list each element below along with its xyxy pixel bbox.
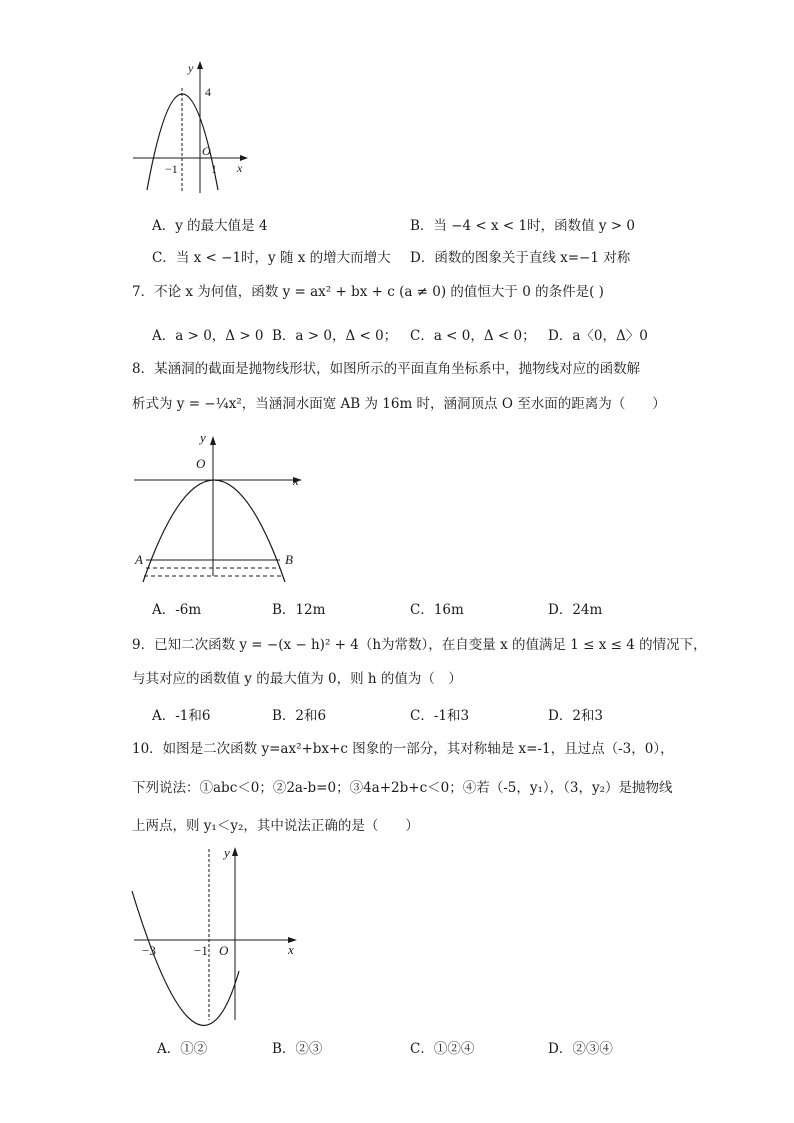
q8-stem-line2: 析式为 y = −¼x²，当涵洞水面宽 AB 为 16m 时，涵洞顶点 O 至水面的距离为（ ） (132, 396, 666, 412)
q10-option-d[interactable]: D．②③④ (548, 1041, 613, 1057)
q7-option-c[interactable]: C．a < 0，Δ < 0； (410, 328, 536, 344)
q10-option-c[interactable]: C．①②④ (410, 1041, 475, 1057)
q6-option-a[interactable]: A．y 的最大值是 4 (152, 218, 268, 234)
q9-option-c[interactable]: C．-1和3 (410, 708, 470, 724)
q8-option-b[interactable]: B．12m (272, 602, 326, 618)
q8-option-c[interactable]: C．16m (410, 602, 464, 618)
q9-option-d[interactable]: D．2和3 (548, 708, 604, 724)
fig6-y-label: y (188, 61, 194, 75)
fig10-neg1-label: −1 (194, 943, 208, 958)
q6-option-d[interactable]: D．函数的图象关于直线 x=−1 对称 (410, 250, 631, 266)
q7-option-a[interactable]: A．a > 0，Δ > 0 (152, 328, 264, 344)
q6-option-c[interactable]: C．当 x < −1时，y 随 x 的增大而增大 (152, 250, 391, 266)
fig8-a-label: A (135, 552, 143, 567)
fig8-x-label: x (293, 473, 299, 488)
q8-culvert-graph (130, 430, 310, 585)
q9-option-a[interactable]: A．-1和6 (152, 708, 211, 724)
fig10-neg3-label: −3 (142, 943, 156, 958)
q7-option-b[interactable]: B．a > 0，Δ < 0； (272, 328, 398, 344)
q9-stem-line2: 与其对应的函数值 y 的最大值为 0，则 h 的值为（ ） (132, 671, 462, 687)
q10-stem-line1: 10．如图是二次函数 y=ax²+bx+c 图象的一部分，其对称轴是 x=-1，且过点（-3，0）， (132, 741, 674, 757)
q7-option-d[interactable]: D．a〈0，Δ〉0 (548, 328, 648, 344)
q9-stem-line1: 9．已知二次函数 y = −(x − h)² + 4（h为常数），在自变量 x 的值满足 1 ≤ x ≤ 4 的情况下， (132, 637, 707, 653)
q8-stem-line1: 8．某涵洞的截面是抛物线形状，如图所示的平面直角坐标系中，抛物线对应的函数解 (132, 361, 641, 377)
q10-stem-line2: 下列说法：①abc＜0；②2a-b=0；③4a+2b+c＜0；④若（-5，y₁），（3，y₂）是抛物线 (132, 780, 673, 796)
q6-parabola-graph (130, 58, 250, 198)
fig10-y-label: y (224, 845, 230, 860)
fig6-one-label: 1 (211, 162, 217, 176)
fig8-b-label: B (285, 552, 293, 567)
q6-option-b[interactable]: B．当 −4 < x < 1时，函数值 y > 0 (410, 218, 636, 234)
q10-parabola-graph (128, 843, 308, 1023)
fig10-x-label: x (288, 942, 294, 957)
q10-option-a[interactable]: A．①② (157, 1041, 208, 1057)
q10-option-b[interactable]: B．②③ (272, 1041, 323, 1057)
q9-option-b[interactable]: B．2和6 (272, 708, 327, 724)
fig8-origin-label: O (196, 456, 206, 471)
fig6-neg1-label: −1 (165, 162, 178, 176)
q10-stem-line3: 上两点，则 y₁＜y₂，其中说法正确的是（ ） (132, 818, 419, 834)
q8-option-d[interactable]: D．24m (548, 602, 603, 618)
fig8-y-label: y (200, 430, 206, 445)
q7-stem: 7．不论 x 为何值，函数 y = ax² + bx + c (a ≠ 0) 的值恒大于 0 的条件是( ) (132, 284, 604, 300)
q8-option-a[interactable]: A．-6m (152, 602, 202, 618)
fig10-origin-label: O (219, 943, 229, 958)
fig6-four-label: 4 (205, 85, 211, 99)
fig6-x-label: x (237, 161, 243, 175)
fig6-origin-label: O (202, 144, 211, 158)
